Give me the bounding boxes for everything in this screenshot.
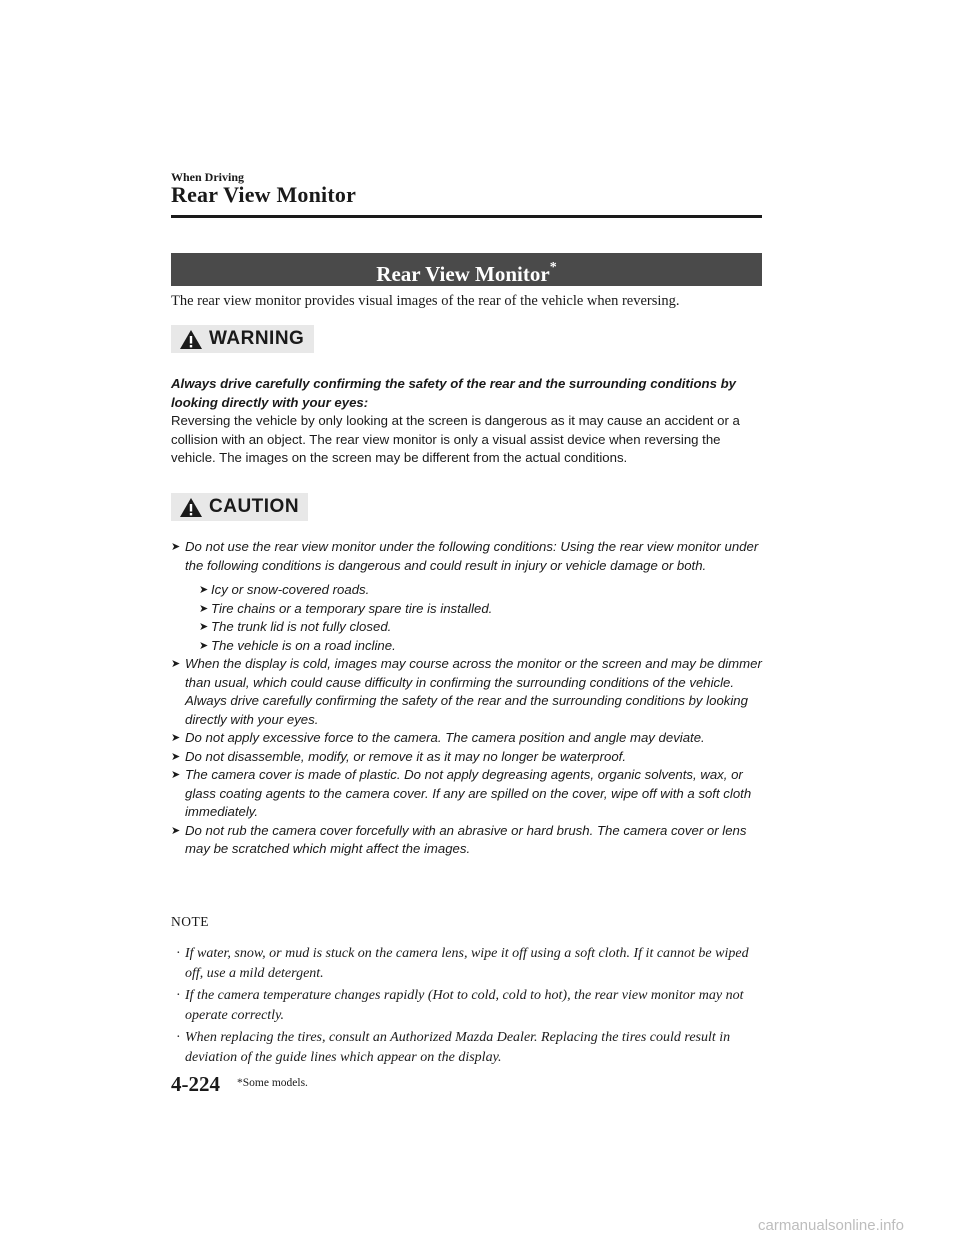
caution-badge: [171, 493, 308, 521]
arrow-bullet-icon: ➤: [171, 541, 181, 553]
arrow-bullet-icon: ➤: [199, 602, 209, 615]
arrow-bullet-icon: ➤: [171, 750, 181, 763]
arrow-bullet-icon: ➤: [171, 732, 181, 744]
arrow-bullet-icon: ➤: [171, 658, 181, 670]
note-item: [171, 944, 762, 984]
note-list: [171, 944, 762, 1070]
note-item-text: When replacing the tires, consult an Authorized Mazda Dealer. Replacing the tires could result in deviation of the guide lines which appear on the display.: [185, 1030, 731, 1065]
caution-item-text: When the display is cold, images may course across the monitor or the screen and may be dimmer than usual, which could cause difficulty in confirming the surrounding conditions of the vehicle. Always drive carefully confirming the safety of the rear and the surrounding conditions by looking directly with your eyes.: [185, 656, 762, 727]
caution-item: [171, 729, 762, 748]
condition-item: [199, 600, 762, 619]
caution-item-text: Do not use the rear view monitor under the following conditions: Using the rear view monitor under the following conditions is dangerous and could result in injury or vehicle damage or both.: [185, 539, 759, 573]
topic-banner: [171, 253, 762, 286]
warning-badge: [171, 325, 314, 353]
caution-item: [171, 766, 762, 822]
site-watermark: carmanualsonline.info: [758, 1217, 904, 1234]
caution-label: CAUTION: [209, 496, 300, 517]
caution-item: [171, 748, 762, 767]
condition-item: [199, 618, 762, 637]
caution-item-text: Do not apply excessive force to the camera. The camera position and angle may deviate.: [185, 730, 705, 745]
caution-list: [171, 538, 762, 859]
note-heading: NOTE: [171, 914, 209, 929]
arrow-bullet-icon: ➤: [171, 769, 181, 781]
arrow-bullet-icon: ➤: [199, 639, 209, 652]
dot-bullet-icon: ·: [176, 1030, 181, 1045]
caution-item-text: Do not disassemble, modify, or remove it as it may no longer be waterproof.: [185, 748, 627, 764]
warning-triangle-icon: [179, 329, 203, 350]
note-item: [171, 986, 762, 1026]
condition-item: [199, 581, 762, 600]
warning-triangle-icon: [179, 497, 203, 518]
arrow-bullet-icon: ➤: [199, 584, 209, 596]
note-item-text: If water, snow, or mud is stuck on the camera lens, wipe it off using a soft cloth. If it cannot be wiped off, use a mild detergent.: [185, 946, 749, 981]
caution-item-text: Do not rub the camera cover forcefully with an abrasive or hard brush. The camera cover or lens may be scratched which might affect the images.: [185, 822, 747, 856]
banner-asterisk: *: [549, 260, 557, 275]
caution-item: [171, 655, 762, 729]
note-item-text: If the camera temperature changes rapidly (Hot to cold, cold to hot), the rear view monitor may not operate correctly.: [185, 988, 744, 1023]
note-item: [171, 1028, 762, 1068]
chapter-label: When Driving: [171, 170, 245, 184]
arrow-bullet-icon: ➤: [199, 621, 209, 633]
condition-sub-list: [185, 581, 762, 655]
banner-title: Rear View Monitor: [376, 262, 550, 286]
warning-lead: Always drive carefully confirming the safety of the rear and the surrounding conditions by looking directly with your eyes:: [171, 376, 736, 410]
footnote: *Some models.: [237, 1077, 308, 1089]
warning-label: WARNING: [209, 328, 305, 349]
warning-text: [171, 375, 762, 468]
page-number: 4-224: [171, 1072, 220, 1096]
condition-item: [199, 637, 762, 656]
condition-item-text: The vehicle is on a road incline.: [211, 637, 396, 653]
warning-body: Reversing the vehicle by only looking at the screen is dangerous as it may cause an accident or a collision with an object. The rear view monitor is only a visual assist device when reversing the vehicle. The images on the screen may be different from the actual conditions.: [171, 413, 740, 465]
condition-item-text: Icy or snow-covered roads.: [211, 582, 370, 597]
arrow-bullet-icon: ➤: [171, 824, 181, 837]
caution-item-text: The camera cover is made of plastic. Do not apply degreasing agents, organic solvents, wax, or glass coating agents to the camera cover. If any are spilled on the cover, wipe off with a soft cloth immediately.: [185, 767, 752, 819]
header-rule: [171, 215, 762, 218]
dot-bullet-icon: ·: [176, 988, 181, 1003]
condition-item-text: Tire chains or a temporary spare tire is installed.: [211, 600, 493, 616]
dot-bullet-icon: ·: [176, 946, 181, 961]
caution-item: [171, 538, 762, 655]
condition-item-text: The trunk lid is not fully closed.: [211, 619, 392, 634]
intro-paragraph: The rear view monitor provides visual images of the rear of the vehicle when reversing.: [171, 293, 680, 309]
caution-item: [171, 822, 762, 859]
section-title: Rear View Monitor: [171, 182, 357, 207]
